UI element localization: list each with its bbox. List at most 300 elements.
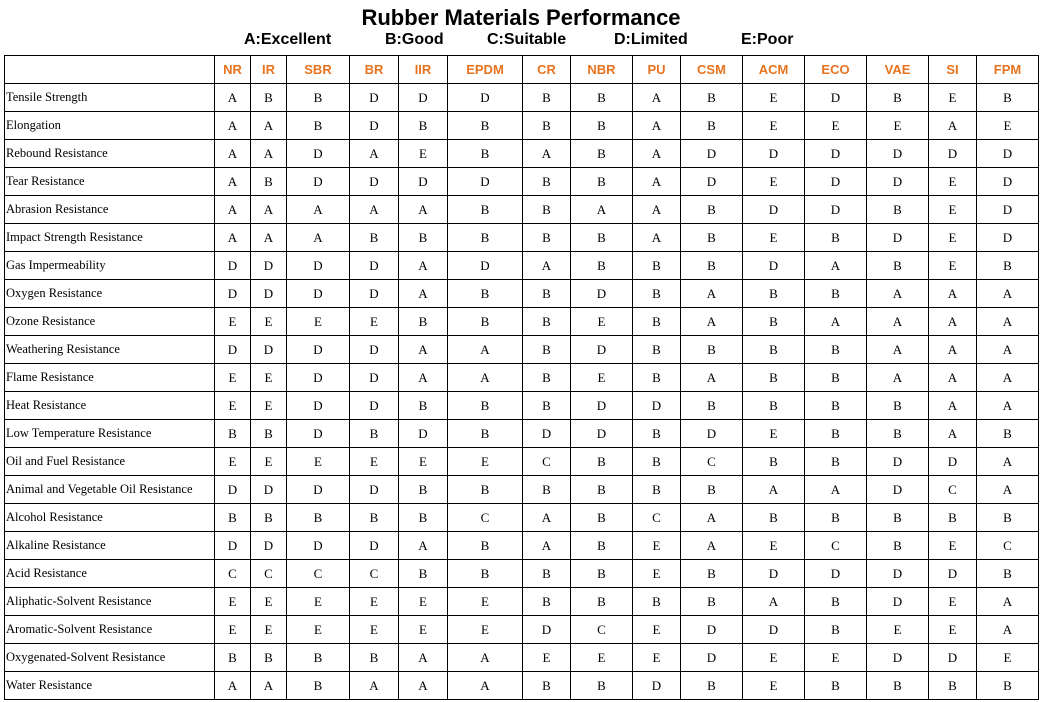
legend-limited: D:Limited <box>614 31 688 48</box>
grade-cell: A <box>399 532 448 560</box>
grade-cell: D <box>743 616 805 644</box>
grade-cell: D <box>867 476 929 504</box>
grade-cell: B <box>448 140 523 168</box>
grade-cell: B <box>681 560 743 588</box>
grade-cell: D <box>350 252 399 280</box>
column-header-ir: IR <box>251 56 287 84</box>
column-header-eco: ECO <box>805 56 867 84</box>
grade-cell: B <box>251 504 287 532</box>
grade-cell: E <box>929 532 977 560</box>
grade-cell: B <box>571 588 633 616</box>
grade-cell: A <box>929 420 977 448</box>
grade-cell: A <box>929 112 977 140</box>
table-row <box>5 168 1039 196</box>
column-header-vae: VAE <box>867 56 929 84</box>
grade-cell: E <box>929 224 977 252</box>
grade-cell: B <box>215 504 251 532</box>
grade-cell: B <box>523 308 571 336</box>
grade-cell: A <box>977 616 1039 644</box>
property-label: Ozone Resistance <box>5 308 215 336</box>
grade-cell: B <box>571 252 633 280</box>
grade-cell: E <box>399 616 448 644</box>
table-row <box>5 280 1039 308</box>
grade-cell: E <box>633 532 681 560</box>
grade-cell: A <box>977 336 1039 364</box>
column-header-cr: CR <box>523 56 571 84</box>
grade-cell: B <box>805 616 867 644</box>
grade-cell: B <box>867 196 929 224</box>
grade-cell: B <box>215 420 251 448</box>
performance-table <box>4 55 1039 700</box>
grade-cell: A <box>523 140 571 168</box>
grade-cell: B <box>681 476 743 504</box>
grade-cell: D <box>977 140 1039 168</box>
grade-cell: A <box>251 140 287 168</box>
table-row <box>5 84 1039 112</box>
grade-cell: D <box>681 168 743 196</box>
grade-cell: D <box>977 168 1039 196</box>
table-row <box>5 588 1039 616</box>
grade-cell: D <box>633 392 681 420</box>
property-label: Aromatic-Solvent Resistance <box>5 616 215 644</box>
grade-cell: B <box>805 672 867 700</box>
grade-cell: D <box>571 392 633 420</box>
grade-cell: A <box>215 224 251 252</box>
grade-cell: B <box>523 112 571 140</box>
grade-cell: E <box>215 588 251 616</box>
grade-cell: C <box>448 504 523 532</box>
legend-good: B:Good <box>385 31 444 48</box>
grade-cell: B <box>805 392 867 420</box>
grade-cell: A <box>867 364 929 392</box>
grade-cell: A <box>399 336 448 364</box>
table-row <box>5 392 1039 420</box>
table-row <box>5 224 1039 252</box>
grade-cell: B <box>571 168 633 196</box>
grade-cell: A <box>571 196 633 224</box>
grade-cell: D <box>805 560 867 588</box>
grade-cell: A <box>743 588 805 616</box>
grade-cell: D <box>215 336 251 364</box>
grade-cell: A <box>929 280 977 308</box>
table-row <box>5 532 1039 560</box>
grade-cell: A <box>633 112 681 140</box>
grade-cell: B <box>448 224 523 252</box>
grade-cell: B <box>977 504 1039 532</box>
table-row <box>5 252 1039 280</box>
grade-cell: E <box>251 364 287 392</box>
grade-cell: D <box>805 140 867 168</box>
grade-cell: E <box>215 308 251 336</box>
grade-cell: A <box>977 392 1039 420</box>
grade-cell: B <box>523 280 571 308</box>
property-label: Acid Resistance <box>5 560 215 588</box>
grade-cell: B <box>571 560 633 588</box>
column-header-br: BR <box>350 56 399 84</box>
grade-cell: D <box>867 588 929 616</box>
grade-cell: C <box>633 504 681 532</box>
grade-cell: B <box>251 420 287 448</box>
grade-cell: E <box>743 532 805 560</box>
grade-cell: B <box>350 644 399 672</box>
grade-cell: B <box>633 476 681 504</box>
grade-cell: B <box>681 252 743 280</box>
column-header-nr: NR <box>215 56 251 84</box>
grade-cell: A <box>251 112 287 140</box>
grade-cell: B <box>681 336 743 364</box>
grade-cell: E <box>287 308 350 336</box>
grade-cell: E <box>743 112 805 140</box>
grade-cell: D <box>287 476 350 504</box>
grade-cell: D <box>287 392 350 420</box>
grade-cell: A <box>867 308 929 336</box>
grade-cell: D <box>399 84 448 112</box>
grade-cell: B <box>287 644 350 672</box>
grade-cell: B <box>977 84 1039 112</box>
grade-cell: B <box>743 364 805 392</box>
grade-cell: E <box>251 392 287 420</box>
grade-cell: E <box>287 616 350 644</box>
grade-cell: E <box>251 308 287 336</box>
grade-cell: D <box>350 112 399 140</box>
grade-cell: A <box>399 196 448 224</box>
grade-cell: A <box>523 532 571 560</box>
grade-cell: B <box>805 364 867 392</box>
grade-legend <box>0 31 1042 51</box>
legend-excellent: A:Excellent <box>244 31 332 48</box>
grade-cell: D <box>867 644 929 672</box>
grade-cell: B <box>571 476 633 504</box>
grade-cell: D <box>287 364 350 392</box>
grade-cell: B <box>805 280 867 308</box>
grade-cell: B <box>448 420 523 448</box>
grade-cell: A <box>523 252 571 280</box>
grade-cell: A <box>977 364 1039 392</box>
grade-cell: A <box>251 196 287 224</box>
grade-cell: B <box>287 504 350 532</box>
grade-cell: D <box>215 532 251 560</box>
grade-cell: B <box>448 392 523 420</box>
grade-cell: B <box>681 672 743 700</box>
grade-cell: E <box>448 588 523 616</box>
grade-cell: C <box>251 560 287 588</box>
grade-cell: B <box>867 84 929 112</box>
grade-cell: D <box>350 84 399 112</box>
property-label: Rebound Resistance <box>5 140 215 168</box>
column-header-si: SI <box>929 56 977 84</box>
grade-cell: A <box>633 84 681 112</box>
grade-cell: B <box>399 504 448 532</box>
grade-cell: E <box>448 616 523 644</box>
property-label: Tear Resistance <box>5 168 215 196</box>
grade-cell: B <box>681 196 743 224</box>
grade-cell: D <box>929 140 977 168</box>
column-header-pu: PU <box>633 56 681 84</box>
grade-cell: A <box>350 196 399 224</box>
legend-suitable: C:Suitable <box>487 31 567 48</box>
grade-cell: B <box>399 560 448 588</box>
grade-cell: B <box>633 336 681 364</box>
grade-cell: E <box>929 616 977 644</box>
grade-cell: B <box>287 112 350 140</box>
grade-cell: D <box>350 476 399 504</box>
grade-cell: D <box>867 224 929 252</box>
grade-cell: A <box>977 588 1039 616</box>
table-row <box>5 616 1039 644</box>
grade-cell: A <box>867 280 929 308</box>
grade-cell: D <box>287 140 350 168</box>
grade-cell: E <box>633 644 681 672</box>
grade-cell: B <box>523 84 571 112</box>
grade-cell: D <box>571 336 633 364</box>
grade-cell: D <box>929 644 977 672</box>
grade-cell: B <box>867 504 929 532</box>
grade-cell: E <box>929 168 977 196</box>
column-header-epdm: EPDM <box>448 56 523 84</box>
grade-cell: B <box>448 196 523 224</box>
grade-cell: B <box>448 280 523 308</box>
grade-cell: A <box>350 140 399 168</box>
grade-cell: D <box>867 560 929 588</box>
grade-cell: B <box>977 420 1039 448</box>
property-label: Oxygen Resistance <box>5 280 215 308</box>
grade-cell: A <box>929 336 977 364</box>
grade-cell: D <box>251 336 287 364</box>
grade-cell: B <box>743 392 805 420</box>
grade-cell: E <box>350 448 399 476</box>
grade-cell: D <box>743 560 805 588</box>
grade-cell: D <box>287 532 350 560</box>
grade-cell: E <box>805 112 867 140</box>
grade-cell: B <box>977 672 1039 700</box>
grade-cell: E <box>350 588 399 616</box>
grade-cell: D <box>743 140 805 168</box>
grade-cell: E <box>743 84 805 112</box>
grade-cell: B <box>523 588 571 616</box>
grade-cell: E <box>251 588 287 616</box>
grade-cell: E <box>251 616 287 644</box>
grade-cell: E <box>287 588 350 616</box>
grade-cell: D <box>977 224 1039 252</box>
grade-cell: D <box>523 616 571 644</box>
table-row <box>5 644 1039 672</box>
grade-cell: D <box>681 616 743 644</box>
grade-cell: D <box>805 168 867 196</box>
grade-cell: B <box>633 252 681 280</box>
property-label: Alcohol Resistance <box>5 504 215 532</box>
table-row <box>5 308 1039 336</box>
grade-cell: D <box>215 476 251 504</box>
grade-cell: B <box>571 224 633 252</box>
property-column-header <box>5 56 215 84</box>
grade-cell: D <box>215 252 251 280</box>
grade-cell: E <box>929 196 977 224</box>
grade-cell: A <box>805 252 867 280</box>
grade-cell: B <box>448 476 523 504</box>
grade-cell: B <box>251 644 287 672</box>
grade-cell: B <box>977 252 1039 280</box>
grade-cell: B <box>448 308 523 336</box>
grade-cell: E <box>633 560 681 588</box>
property-label: Weathering Resistance <box>5 336 215 364</box>
grade-cell: E <box>929 252 977 280</box>
property-label: Low Temperature Resistance <box>5 420 215 448</box>
grade-cell: A <box>399 280 448 308</box>
grade-cell: D <box>350 532 399 560</box>
grade-cell: D <box>977 196 1039 224</box>
grade-cell: D <box>571 280 633 308</box>
grade-cell: B <box>805 420 867 448</box>
grade-cell: B <box>571 532 633 560</box>
grade-cell: B <box>633 420 681 448</box>
grade-cell: A <box>681 532 743 560</box>
property-label: Flame Resistance <box>5 364 215 392</box>
table-row <box>5 364 1039 392</box>
grade-cell: B <box>867 252 929 280</box>
property-label: Aliphatic-Solvent Resistance <box>5 588 215 616</box>
grade-cell: E <box>743 644 805 672</box>
table-row <box>5 476 1039 504</box>
grade-cell: E <box>743 672 805 700</box>
grade-cell: D <box>867 140 929 168</box>
grade-cell: B <box>633 448 681 476</box>
property-label: Elongation <box>5 112 215 140</box>
grade-cell: D <box>929 448 977 476</box>
grade-cell: D <box>929 560 977 588</box>
grade-cell: B <box>867 420 929 448</box>
grade-cell: D <box>251 476 287 504</box>
table-row <box>5 504 1039 532</box>
grade-cell: D <box>287 336 350 364</box>
grade-cell: D <box>251 252 287 280</box>
grade-cell: B <box>571 140 633 168</box>
grade-cell: B <box>571 672 633 700</box>
grade-cell: A <box>448 672 523 700</box>
grade-cell: D <box>448 252 523 280</box>
column-header-fpm: FPM <box>977 56 1039 84</box>
grade-cell: A <box>633 168 681 196</box>
grade-cell: B <box>681 84 743 112</box>
grade-cell: A <box>633 224 681 252</box>
grade-cell: D <box>805 196 867 224</box>
column-header-nbr: NBR <box>571 56 633 84</box>
grade-cell: A <box>251 672 287 700</box>
grade-cell: A <box>681 280 743 308</box>
grade-cell: A <box>523 504 571 532</box>
grade-cell: C <box>523 448 571 476</box>
grade-cell: E <box>633 616 681 644</box>
grade-cell: A <box>633 196 681 224</box>
grade-cell: A <box>929 392 977 420</box>
grade-cell: E <box>867 616 929 644</box>
property-label: Tensile Strength <box>5 84 215 112</box>
grade-cell: E <box>929 84 977 112</box>
grade-cell: B <box>681 112 743 140</box>
grade-cell: C <box>929 476 977 504</box>
grade-cell: D <box>287 168 350 196</box>
table-row <box>5 672 1039 700</box>
grade-cell: E <box>977 112 1039 140</box>
grade-cell: E <box>867 112 929 140</box>
grade-cell: D <box>867 168 929 196</box>
grade-cell: B <box>571 448 633 476</box>
grade-cell: B <box>399 476 448 504</box>
grade-cell: A <box>448 364 523 392</box>
grade-cell: A <box>215 672 251 700</box>
grade-cell: D <box>867 448 929 476</box>
grade-cell: B <box>399 112 448 140</box>
grade-cell: E <box>571 308 633 336</box>
grade-cell: B <box>571 504 633 532</box>
grade-cell: E <box>215 392 251 420</box>
grade-cell: A <box>399 364 448 392</box>
grade-cell: E <box>399 448 448 476</box>
table-row <box>5 140 1039 168</box>
grade-cell: B <box>523 224 571 252</box>
grade-cell: B <box>251 84 287 112</box>
grade-cell: A <box>867 336 929 364</box>
grade-cell: B <box>743 308 805 336</box>
grade-cell: C <box>681 448 743 476</box>
table-row <box>5 336 1039 364</box>
grade-cell: B <box>633 588 681 616</box>
grade-cell: E <box>215 616 251 644</box>
grade-cell: D <box>287 420 350 448</box>
grade-cell: A <box>399 672 448 700</box>
grade-cell: B <box>523 476 571 504</box>
grade-cell: D <box>399 168 448 196</box>
grade-cell: D <box>287 280 350 308</box>
grade-cell: E <box>215 448 251 476</box>
grade-cell: B <box>523 364 571 392</box>
grade-cell: D <box>350 364 399 392</box>
grade-cell: B <box>681 588 743 616</box>
grade-cell: B <box>448 560 523 588</box>
grade-cell: B <box>399 392 448 420</box>
grade-cell: B <box>350 224 399 252</box>
grade-cell: D <box>215 280 251 308</box>
grade-cell: A <box>399 252 448 280</box>
grade-cell: C <box>215 560 251 588</box>
grade-cell: B <box>350 420 399 448</box>
property-label: Oil and Fuel Resistance <box>5 448 215 476</box>
grade-cell: B <box>523 560 571 588</box>
grade-cell: B <box>929 504 977 532</box>
grade-cell: D <box>399 420 448 448</box>
grade-cell: A <box>215 84 251 112</box>
property-label: Abrasion Resistance <box>5 196 215 224</box>
grade-cell: B <box>287 84 350 112</box>
grade-cell: B <box>805 336 867 364</box>
grade-cell: B <box>805 504 867 532</box>
header-row <box>5 56 1039 84</box>
grade-cell: D <box>448 168 523 196</box>
grade-cell: E <box>215 364 251 392</box>
grade-cell: B <box>399 224 448 252</box>
grade-cell: B <box>977 560 1039 588</box>
grade-cell: B <box>571 112 633 140</box>
grade-cell: A <box>977 308 1039 336</box>
table-row <box>5 420 1039 448</box>
grade-cell: E <box>743 224 805 252</box>
grade-cell: B <box>633 280 681 308</box>
grade-cell: A <box>681 364 743 392</box>
grade-cell: D <box>681 644 743 672</box>
grade-cell: A <box>448 336 523 364</box>
table-row <box>5 112 1039 140</box>
grade-cell: A <box>215 112 251 140</box>
grade-cell: D <box>681 140 743 168</box>
